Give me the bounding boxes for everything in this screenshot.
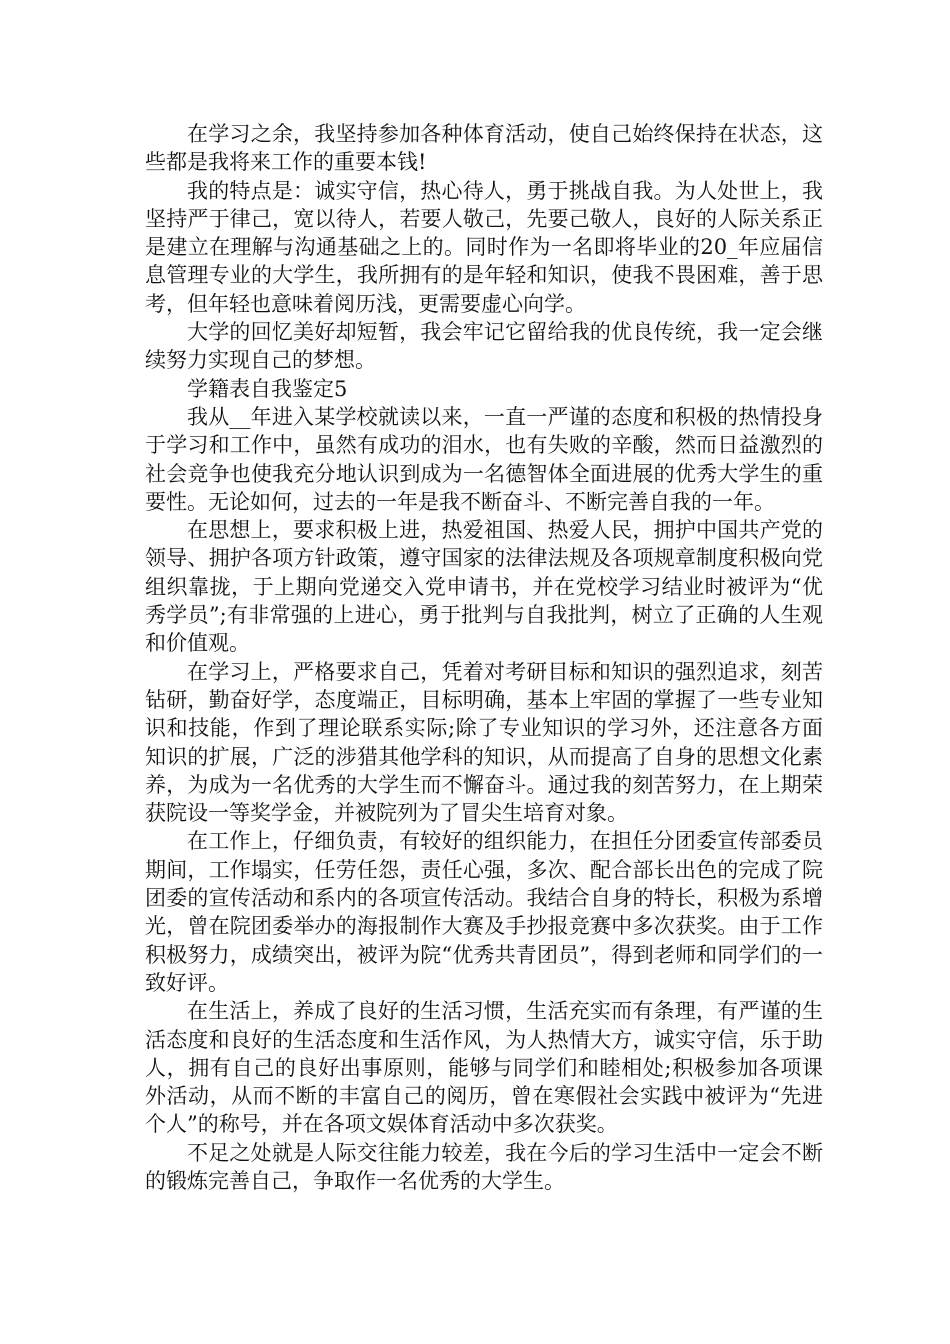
document-page [145,120,823,1195]
paragraph-memories: 大学的回忆美好却短暂，我会牢记它留给我的优良传统，我一定会继续努力实现自己的梦想。 [145,320,823,373]
section-heading: 学籍表自我鉴定5 [187,376,348,401]
paragraph-ideology: 在思想上，要求积极上进，热爱祖国、热爱人民，拥护中国共产党的领导、拥护各项方针政策，遵守国家的法律法规及各项规章制度积极向党组织靠拢，于上期向党递交入党申请书，并在党校学习结业时被评为“优秀学员”;有非常强的上进心，勇于批判与自我批判，树立了正确的人生观和价值观。 [145,518,823,656]
paragraph-shortcomings: 不足之处就是人际交往能力较差，我在今后的学习生活中一定会不断的锻炼完善自己，争取作一名优秀的大学生。 [145,1140,823,1193]
paragraph-study: 在学习上，严格要求自己，凭着对考研目标和知识的强烈追求，刻苦钻研，勤奋好学，态度端正，目标明确，基本上牢固的掌握了一些专业知识和技能，作到了理论联系实际;除了专业知识的学习外，还注意各方面知识的扩展，广泛的涉猎其他学科的知识，从而提高了自身的思想文化素养，为成为一名优秀的大学生而不懈奋斗。通过我的刻苦努力，在上期荣获院设一等奖学金，并被院列为了冒尖生培育对象。 [145,659,823,826]
paragraph-life: 在生活上，养成了良好的生活习惯，生活充实而有条理，有严谨的生活态度和良好的生活态度和生活作风，为人热情大方，诚实守信，乐于助人，拥有自己的良好出事原则，能够与同学们和睦相处;积极参加各项课外活动，从而不断的丰富自己的阅历，曾在寒假社会实践中被评为“先进个人”的称号，并在各项文娱体育活动中多次获奖。 [145,999,823,1137]
paragraph-intro: 我从__年进入某学校就读以来，一直一严谨的态度和积极的热情投身于学习和工作中，虽然有成功的泪水，也有失败的辛酸，然而日益激烈的社会竞争也使我充分地认识到成为一名德智体全面进展的优秀大学生的重要性。无论如何，过去的一年是我不断奋斗、不断完善自我的一年。 [145,404,823,514]
paragraph-sports: 在学习之余，我坚持参加各种体育活动，使自己始终保持在状态，这些都是我将来工作的重要本钱! [145,122,823,175]
paragraph-traits: 我的特点是：诚实守信，热心待人，勇于挑战自我。为人处世上，我坚持严于律己，宽以待人，若要人敬己，先要己敬人，良好的人际关系正是建立在理解与沟通基础之上的。同时作为一名即将毕业的20_年应届信息管理专业的大学生，我所拥有的是年轻和知识，使我不畏困难，善于思考，但年轻也意味着阅历浅，更需要虚心向学。 [145,178,823,316]
paragraph-work: 在工作上，仔细负责，有较好的组织能力，在担任分团委宣传部委员期间，工作塌实，任劳任怨，责任心强，多次、配合部长出色的完成了院团委的宣传活动和系内的各项宣传活动。我结合自身的特长，积极为系增光，曾在院团委举办的海报制作大赛及手抄报竞赛中多次获奖。由于工作积极努力，成绩突出，被评为院“优秀共青团员”，得到老师和同学们的一致好评。 [145,829,823,995]
